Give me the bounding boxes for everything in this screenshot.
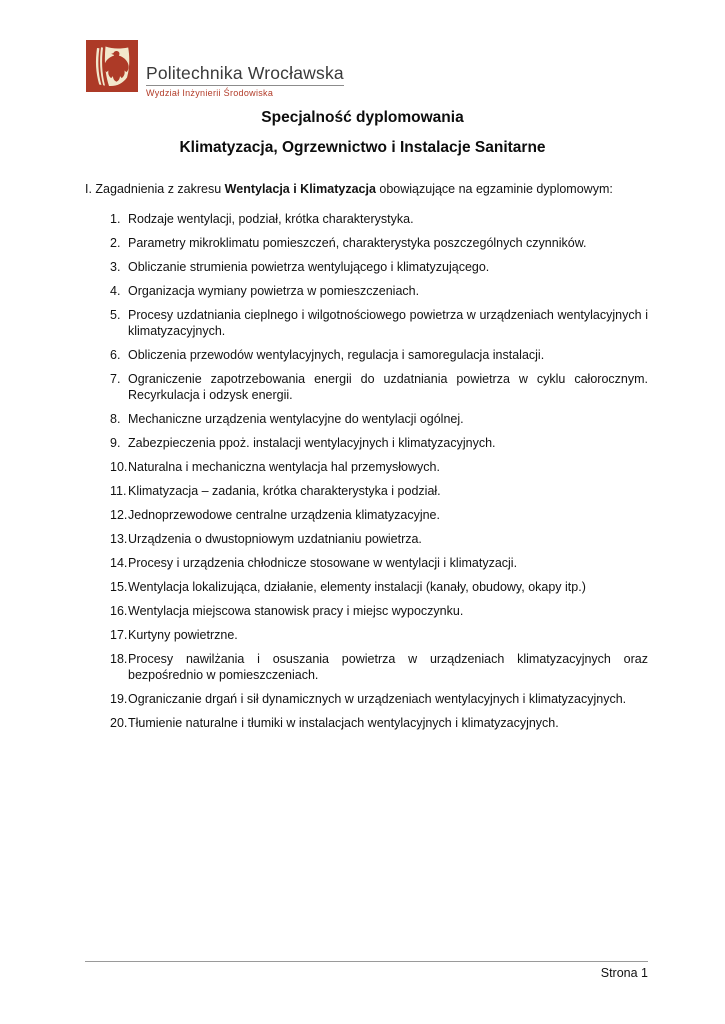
topic-number: 10.: [110, 460, 128, 474]
footer-divider: [85, 961, 648, 962]
exam-topic-item: [85, 283, 648, 299]
topic-text: Obliczanie strumienia powietrza wentylującego i klimatyzującego.: [128, 260, 490, 274]
exam-topic-item: [85, 347, 648, 363]
exam-topic-item: [85, 259, 648, 275]
topic-text: Kurtyny powietrzne.: [128, 628, 238, 642]
section-intro: [85, 182, 648, 197]
topic-text: Ograniczanie drgań i sił dynamicznych w urządzeniach wentylacyjnych i klimatyzacyjnych.: [128, 692, 627, 706]
topic-number: 4.: [110, 284, 121, 298]
topic-text: Zabezpieczenia ppoż. instalacji wentylacyjnych i klimatyzacyjnych.: [128, 436, 496, 450]
topic-number: 1.: [110, 212, 121, 226]
exam-topic-item: [85, 211, 648, 227]
letterhead: [86, 40, 344, 99]
topic-text: Parametry mikroklimatu pomieszczeń, charakterystyka poszczególnych czynników.: [128, 236, 587, 250]
topic-number: 18.: [110, 652, 128, 666]
faculty-name: Wydział Inżynierii Środowiska: [146, 88, 274, 98]
topic-number: 2.: [110, 236, 121, 250]
university-emblem-icon: [86, 40, 138, 92]
university-name: Politechnika Wrocławska: [146, 63, 344, 83]
exam-topic-item: [85, 507, 648, 523]
topic-text: Urządzenia o dwustopniowym uzdatnianiu powietrza.: [128, 532, 422, 546]
exam-topic-item: [85, 307, 648, 339]
topic-number: 7.: [110, 372, 121, 386]
exam-topic-item: [85, 411, 648, 427]
brand-divider: [146, 85, 344, 86]
topic-text: Obliczenia przewodów wentylacyjnych, regulacja i samoregulacja instalacji.: [128, 348, 545, 362]
exam-topic-item: [85, 371, 648, 403]
document-body: [85, 182, 648, 739]
topic-text: Procesy i urządzenia chłodnicze stosowane w wentylacji i klimatyzacji.: [128, 556, 518, 570]
topic-number: 12.: [110, 508, 128, 522]
page-number: Strona 1: [600, 966, 648, 980]
exam-topics-list: [85, 211, 648, 731]
exam-topic-item: [85, 651, 648, 683]
exam-topic-item: [85, 603, 648, 619]
topic-text: Klimatyzacja – zadania, krótka charakterystyka i podział.: [128, 484, 441, 498]
topic-text: Ograniczenie zapotrzebowania energii do uzdatniania powietrza w cyklu całorocznym. Recyrkulacja i odzysk energii.: [128, 372, 648, 402]
exam-topic-item: [85, 555, 648, 571]
topic-number: 11.: [110, 484, 127, 498]
exam-topic-item: [85, 715, 648, 731]
exam-topic-item: [85, 459, 648, 475]
topic-text: Naturalna i mechaniczna wentylacja hal przemysłowych.: [128, 460, 440, 474]
topic-number: 13.: [110, 532, 128, 546]
exam-topic-item: [85, 627, 648, 643]
topic-number: 16.: [110, 604, 128, 618]
brand-text-block: [146, 64, 344, 99]
topic-number: 17.: [110, 628, 128, 642]
topic-text: Procesy uzdatniania cieplnego i wilgotnościowego powietrza w urządzeniach wentylacyjnych i klimatyzacyjnych.: [128, 308, 648, 338]
topic-text: Mechaniczne urządzenia wentylacyjne do wentylacji ogólnej.: [128, 412, 464, 426]
topic-number: 20.: [110, 716, 128, 730]
topic-text: Rodzaje wentylacji, podział, krótka charakterystyka.: [128, 212, 414, 226]
topic-number: 9.: [110, 436, 121, 450]
topic-text: Wentylacja miejscowa stanowisk pracy i miejsc wypoczynku.: [128, 604, 464, 618]
exam-topic-item: [85, 579, 648, 595]
intro-emphasis: Wentylacja i Klimatyzacja: [224, 182, 376, 196]
exam-topic-item: [85, 483, 648, 499]
topic-number: 8.: [110, 412, 121, 426]
doc-title-line1: Specjalność dyplomowania: [261, 109, 464, 126]
topic-number: 3.: [110, 260, 121, 274]
topic-number: 15.: [110, 580, 128, 594]
document-titles: [0, 109, 725, 157]
exam-topic-item: [85, 691, 648, 707]
exam-topic-item: [85, 235, 648, 251]
topic-text: Jednoprzewodowe centralne urządzenia klimatyzacyjne.: [128, 508, 440, 522]
topic-text: Procesy nawilżania i osuszania powietrza w urządzeniach klimatyzacyjnych oraz bezpośrednio w pomieszczeniach.: [128, 652, 648, 682]
topic-number: 14.: [110, 556, 128, 570]
doc-title-line2: Klimatyzacja, Ogrzewnictwo i Instalacje Sanitarne: [179, 139, 546, 156]
topic-number: 19.: [110, 692, 128, 706]
topic-text: Wentylacja lokalizująca, działanie, elementy instalacji (kanały, obudowy, okapy itp.): [128, 580, 586, 594]
exam-topic-item: [85, 435, 648, 451]
topic-number: 6.: [110, 348, 121, 362]
exam-topic-item: [85, 531, 648, 547]
topic-text: Tłumienie naturalne i tłumiki w instalacjach wentylacyjnych i klimatyzacyjnych.: [128, 716, 559, 730]
topic-number: 5.: [110, 308, 121, 322]
page-footer: [85, 961, 648, 981]
topic-text: Organizacja wymiany powietrza w pomieszczeniach.: [128, 284, 420, 298]
intro-suffix: obowiązujące na egzaminie dyplomowym:: [375, 182, 613, 196]
intro-prefix: I. Zagadnienia z zakresu: [85, 182, 225, 196]
